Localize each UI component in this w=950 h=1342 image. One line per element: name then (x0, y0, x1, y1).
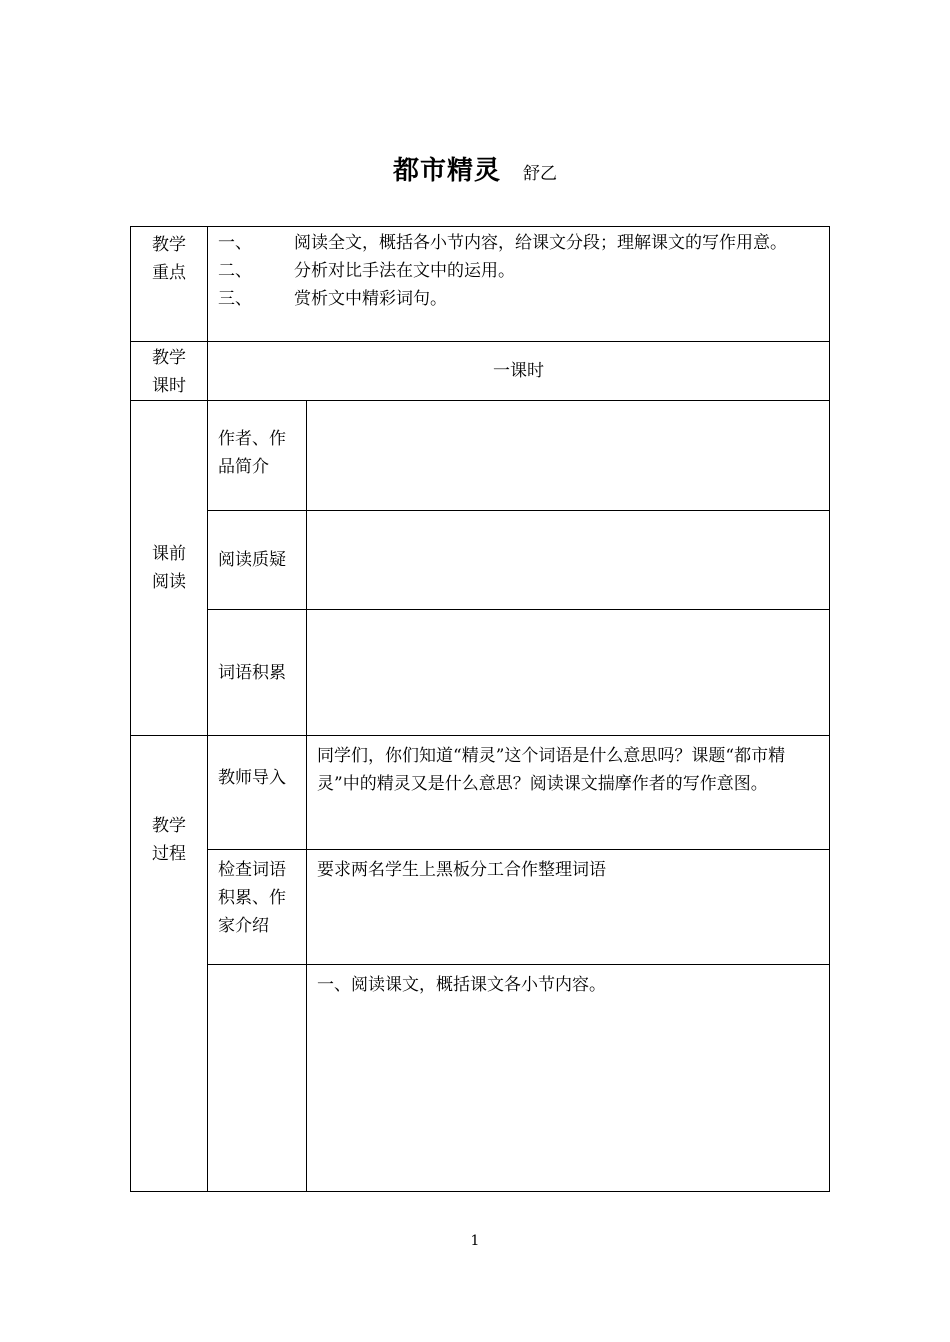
process-row-intro (131, 736, 830, 850)
reading-questions-content (307, 511, 830, 610)
lesson-title: 都市精灵 (392, 156, 501, 186)
document-title (0, 150, 950, 187)
reading-step-content: 一、阅读课文，概括课文各小节内容。 (307, 965, 830, 1192)
lesson-plan-table (130, 226, 830, 1192)
check-vocab-label: 检查词语 积累、作 家介绍 (208, 850, 307, 965)
focus-item-3: 三、 赏析文中精彩词句。 (218, 289, 447, 309)
teaching-process-label: 教学 过程 (131, 736, 208, 1192)
teaching-hours-value: 一课时 (208, 342, 830, 401)
page-number: 1 (470, 1233, 480, 1249)
teacher-intro-content: 同学们，你们知道“精灵”这个词语是什么意思吗？课题“都市精灵”中的精灵又是什么意思？阅读课文揣摩作者的写作意图。 (307, 736, 830, 850)
vocabulary-content (307, 610, 830, 736)
process-row-reading (131, 965, 830, 1192)
process-row-check (131, 850, 830, 965)
focus-item-1: 一、 阅读全文，概括各小节内容，给课文分段；理解课文的写作用意。 (218, 233, 787, 253)
pre-reading-row-questions (131, 511, 830, 610)
author-intro-content (307, 401, 830, 511)
pre-reading-label: 课前 阅读 (131, 401, 208, 736)
teaching-focus-content (208, 227, 830, 342)
focus-item-2: 二、 分析对比手法在文中的运用。 (218, 261, 515, 281)
reading-step-label (208, 965, 307, 1192)
reading-questions-label: 阅读质疑 (208, 511, 307, 610)
pre-reading-row-vocabulary (131, 610, 830, 736)
teaching-hours-row (131, 342, 830, 401)
vocabulary-label: 词语积累 (208, 610, 307, 736)
author-name: 舒乙 (523, 164, 557, 184)
teaching-hours-label: 教学 课时 (131, 342, 208, 401)
pre-reading-row-author (131, 401, 830, 511)
teaching-focus-label: 教学 重点 (131, 227, 208, 342)
teacher-intro-label: 教师导入 (208, 736, 307, 850)
author-intro-label: 作者、作 品简介 (208, 401, 307, 511)
check-vocab-content: 要求两名学生上黑板分工合作整理词语 (307, 850, 830, 965)
teaching-focus-row (131, 227, 830, 342)
